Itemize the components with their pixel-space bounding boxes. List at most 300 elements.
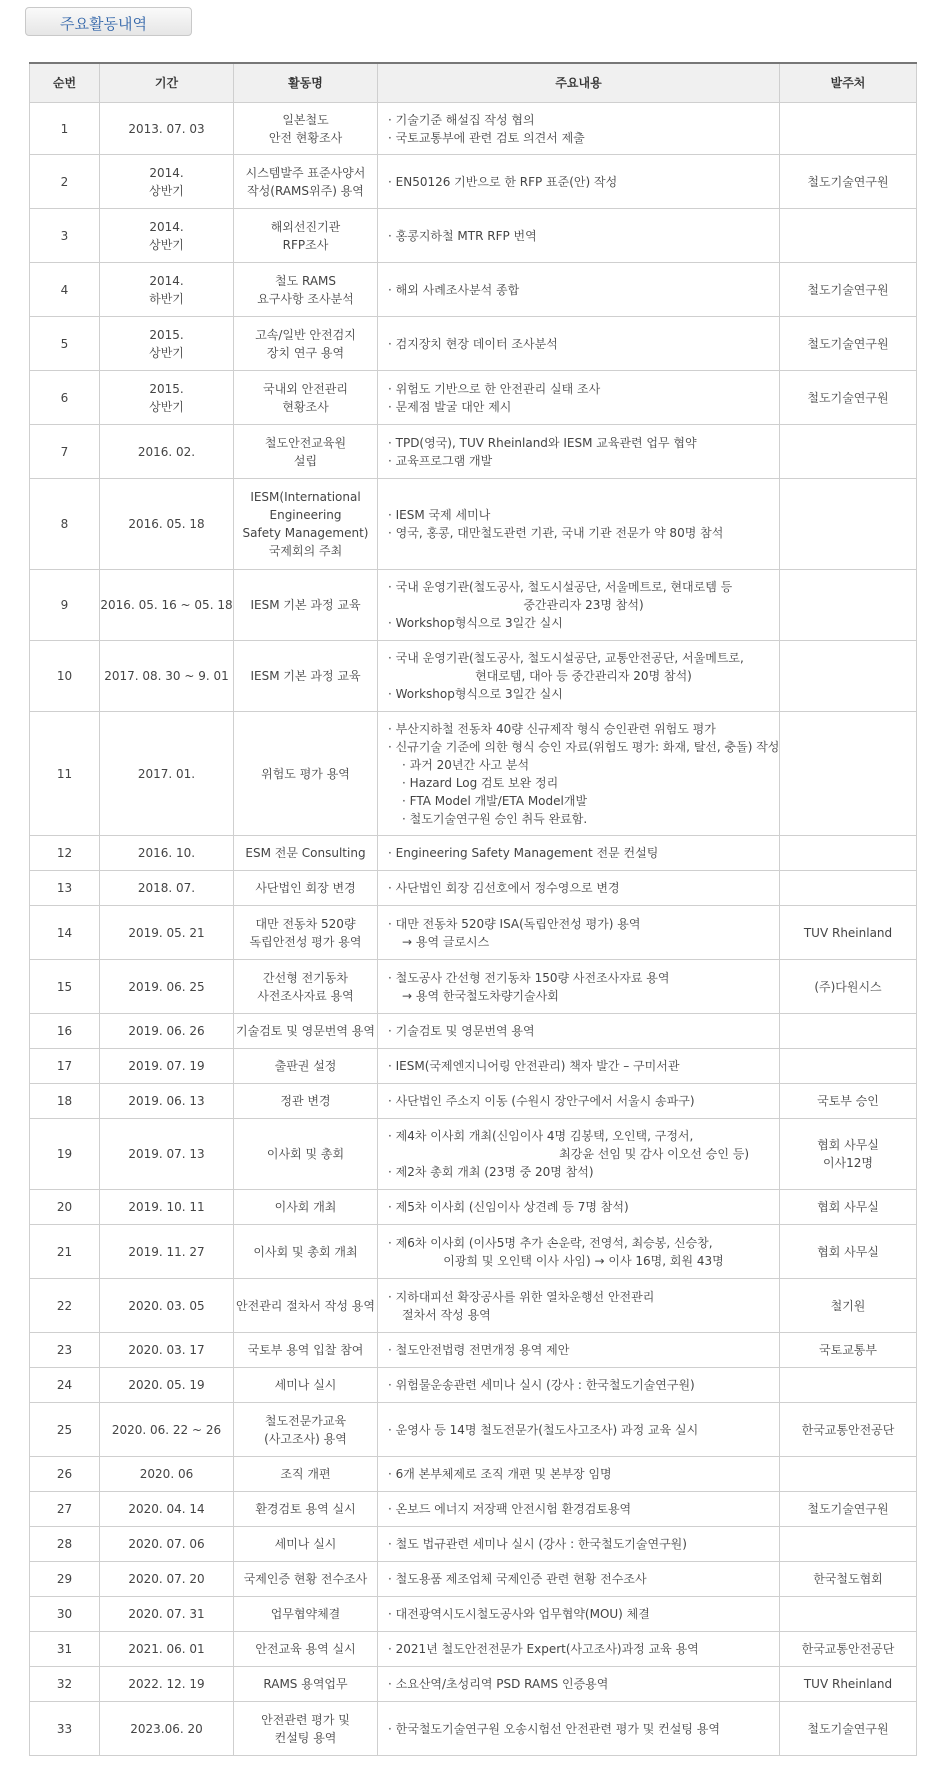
cell-activity-line: 해외선진기관 bbox=[270, 219, 341, 234]
cell-content-line: 중간관리자 23명 참석) bbox=[523, 598, 644, 612]
cell-period-line: 2019. 06. 25 bbox=[128, 979, 205, 994]
cell-client bbox=[780, 1225, 917, 1279]
cell-activity-line: 세미나 실시 bbox=[274, 1537, 337, 1551]
cell-period-line: 2013. 07. 03 bbox=[128, 121, 205, 136]
cell-period bbox=[100, 960, 234, 1014]
cell-client bbox=[780, 1049, 917, 1084]
cell-activity-line: Engineering bbox=[269, 508, 342, 522]
cell-period bbox=[100, 1225, 234, 1279]
cell-content bbox=[378, 1667, 780, 1702]
cell-content bbox=[378, 871, 780, 906]
cell-activity-line: Safety Management) bbox=[242, 526, 369, 540]
cell-client bbox=[780, 1702, 917, 1756]
cell-period bbox=[100, 103, 234, 155]
cell-period-line: 2016. 02. bbox=[137, 444, 196, 459]
cell-period-line: 상반기 bbox=[149, 237, 184, 252]
cell-client bbox=[780, 836, 917, 871]
cell-period-line: 2019. 10. 11 bbox=[128, 1200, 205, 1214]
cell-content bbox=[378, 1632, 780, 1667]
cell-period bbox=[100, 570, 234, 641]
cell-period-line: 2020. 07. 06 bbox=[128, 1537, 205, 1551]
cell-activity-line: 국제회의 주최 bbox=[268, 544, 343, 558]
cell-content bbox=[378, 1403, 780, 1457]
cell-period-line: 2018. 07. bbox=[137, 881, 196, 895]
cell-no: 10 bbox=[30, 641, 100, 712]
cell-content bbox=[378, 1333, 780, 1368]
cell-activity-line: 작성(RAMS위주) 용역 bbox=[247, 183, 364, 198]
cell-period bbox=[100, 1597, 234, 1632]
cell-activity-line: 이사회 개최 bbox=[274, 1200, 337, 1214]
cell-content-line: · 사단법인 주소지 이동 (수원시 장안구에서 서울시 송파구) bbox=[388, 1094, 695, 1108]
cell-activity-line: 사단법인 회장 변경 bbox=[255, 881, 356, 895]
cell-content bbox=[378, 1368, 780, 1403]
cell-activity-line: 이사회 및 총회 bbox=[266, 1147, 345, 1161]
cell-period-line: 2019. 07. 13 bbox=[128, 1147, 205, 1161]
cell-content bbox=[378, 1225, 780, 1279]
cell-period-line: 2016. 05. 16 ~ 05. 18 bbox=[100, 598, 233, 612]
cell-client-line: 국토부 승인 bbox=[817, 1094, 879, 1108]
cell-activity bbox=[234, 1119, 378, 1190]
table-row bbox=[30, 1049, 917, 1084]
cell-activity-line: 철도안전교육원 bbox=[264, 435, 347, 450]
table-row bbox=[30, 641, 917, 712]
cell-period-line: 2020. 05. 19 bbox=[128, 1378, 205, 1392]
cell-content-line: · 기술검토 및 영문번역 용역 bbox=[388, 1024, 535, 1038]
cell-period bbox=[100, 836, 234, 871]
table-row bbox=[30, 906, 917, 960]
cell-period-line: 하반기 bbox=[149, 291, 184, 306]
cell-client bbox=[780, 155, 917, 209]
cell-period bbox=[100, 1049, 234, 1084]
table-row bbox=[30, 1279, 917, 1333]
cell-client bbox=[780, 712, 917, 836]
cell-activity-line: 국내외 안전관리 bbox=[263, 381, 348, 396]
cell-client-line: 이사12명 bbox=[822, 1156, 874, 1170]
table-row bbox=[30, 1333, 917, 1368]
cell-activity-line: 설립 bbox=[293, 453, 318, 468]
cell-period bbox=[100, 317, 234, 371]
cell-content-line: 절차서 작성 용역 bbox=[402, 1307, 491, 1322]
cell-activity bbox=[234, 570, 378, 641]
cell-period-line: 2019. 05. 21 bbox=[128, 925, 205, 940]
cell-activity bbox=[234, 425, 378, 479]
cell-period bbox=[100, 1333, 234, 1368]
cell-client bbox=[780, 263, 917, 317]
table-row bbox=[30, 1119, 917, 1190]
cell-no: 15 bbox=[30, 960, 100, 1014]
cell-content-line: · IESM 국제 세미나 bbox=[388, 508, 491, 522]
cell-activity-line: 위험도 평가 용역 bbox=[261, 766, 350, 781]
cell-content-line: · 지하대피선 확장공사를 위한 열차운행선 안전관리 bbox=[388, 1289, 655, 1304]
cell-period bbox=[100, 1368, 234, 1403]
cell-activity-line: 컨설팅 용역 bbox=[274, 1730, 337, 1745]
cell-client bbox=[780, 209, 917, 263]
table-row bbox=[30, 1403, 917, 1457]
cell-content bbox=[378, 1014, 780, 1049]
cell-content-line: · 소요산역/초성리역 PSD RAMS 인증용역 bbox=[388, 1677, 609, 1691]
cell-period-line: 상반기 bbox=[149, 183, 184, 198]
cell-no: 16 bbox=[30, 1014, 100, 1049]
cell-client bbox=[780, 1492, 917, 1527]
cell-period-line: 2019. 11. 27 bbox=[128, 1244, 205, 1259]
cell-period bbox=[100, 1457, 234, 1492]
table-row bbox=[30, 1014, 917, 1049]
cell-activity bbox=[234, 1492, 378, 1527]
cell-content bbox=[378, 425, 780, 479]
table-row bbox=[30, 871, 917, 906]
cell-content-line: · Hazard Log 검토 보완 정리 bbox=[402, 775, 559, 790]
table-row bbox=[30, 1702, 917, 1756]
cell-content bbox=[378, 1279, 780, 1333]
cell-client bbox=[780, 570, 917, 641]
cell-period bbox=[100, 1084, 234, 1119]
cell-content bbox=[378, 960, 780, 1014]
cell-activity bbox=[234, 906, 378, 960]
cell-period bbox=[100, 479, 234, 570]
table-row bbox=[30, 712, 917, 836]
cell-activity bbox=[234, 317, 378, 371]
cell-content bbox=[378, 1562, 780, 1597]
cell-content-line: · 영국, 홍콩, 대만철도관련 기관, 국내 기관 전문가 약 80명 참석 bbox=[388, 526, 724, 540]
table-row bbox=[30, 263, 917, 317]
cell-activity bbox=[234, 479, 378, 570]
cell-content-line: · 문제점 발굴 대안 제시 bbox=[388, 399, 512, 414]
cell-no: 1 bbox=[30, 103, 100, 155]
cell-client-line: 국토교통부 bbox=[819, 1343, 877, 1357]
cell-activity-line: 안전관련 평가 및 bbox=[261, 1712, 350, 1727]
cell-content-line: · 운영사 등 14명 철도전문가(철도사고조사) 과정 교육 실시 bbox=[388, 1422, 699, 1437]
cell-period bbox=[100, 1403, 234, 1457]
cell-period-line: 2016. 10. bbox=[137, 846, 196, 860]
cell-activity-line: 안전 현황조사 bbox=[268, 130, 343, 145]
cell-client bbox=[780, 960, 917, 1014]
cell-period bbox=[100, 1667, 234, 1702]
cell-content bbox=[378, 317, 780, 371]
table-row bbox=[30, 103, 917, 155]
cell-content-line: · 철도기술연구원 승인 취득 완료함. bbox=[402, 811, 588, 826]
cell-no: 19 bbox=[30, 1119, 100, 1190]
cell-period-line: 2019. 07. 19 bbox=[128, 1059, 205, 1073]
cell-no: 12 bbox=[30, 836, 100, 871]
cell-content bbox=[378, 1492, 780, 1527]
cell-content-line: · 한국철도기술연구원 오송시험선 안전관련 평가 및 컨설팅 용역 bbox=[388, 1721, 720, 1736]
cell-no: 7 bbox=[30, 425, 100, 479]
table-row bbox=[30, 1492, 917, 1527]
cell-client-line: 철도기술연구원 bbox=[807, 1721, 889, 1736]
cell-content-line: · TPD(영국), TUV Rheinland와 IESM 교육관련 업무 협약 bbox=[388, 435, 697, 450]
cell-activity-line: 시스템발주 표준사양서 bbox=[245, 165, 366, 180]
cell-activity-line: 현황조사 bbox=[282, 399, 329, 414]
cell-content bbox=[378, 1190, 780, 1225]
cell-activity-line: 대만 전동차 520량 bbox=[255, 916, 356, 931]
cell-activity-line: ESM 전문 Consulting bbox=[245, 846, 366, 860]
table-row bbox=[30, 1190, 917, 1225]
cell-content bbox=[378, 103, 780, 155]
cell-content bbox=[378, 1084, 780, 1119]
header-activity: 활동명 bbox=[234, 63, 378, 103]
cell-activity bbox=[234, 1084, 378, 1119]
cell-period-line: 2015. bbox=[149, 327, 184, 342]
cell-content-line: · 위험도 기반으로 한 안전관리 실태 조사 bbox=[388, 381, 601, 396]
cell-content-line: · FTA Model 개발/ETA Model개발 bbox=[402, 793, 588, 808]
cell-no: 27 bbox=[30, 1492, 100, 1527]
cell-content-line: · 교육프로그램 개발 bbox=[388, 453, 493, 468]
table-row bbox=[30, 960, 917, 1014]
cell-activity-line: RFP조사 bbox=[282, 237, 329, 252]
cell-activity-line: 철도전문가교육 bbox=[264, 1413, 347, 1428]
cell-content-line: · 제5차 이사회 (신임이사 상견례 등 7명 참석) bbox=[388, 1200, 629, 1214]
cell-content-line: · 6개 본부체제로 조직 개편 및 본부장 임명 bbox=[388, 1467, 612, 1481]
header-no: 순번 bbox=[30, 63, 100, 103]
cell-activity bbox=[234, 1702, 378, 1756]
cell-activity bbox=[234, 1049, 378, 1084]
cell-client bbox=[780, 871, 917, 906]
cell-client-line: 철도기술연구원 bbox=[807, 1502, 889, 1516]
cell-period bbox=[100, 712, 234, 836]
cell-no: 26 bbox=[30, 1457, 100, 1492]
cell-no: 24 bbox=[30, 1368, 100, 1403]
cell-content-line: · Workshop형식으로 3일간 실시 bbox=[388, 687, 563, 701]
cell-activity bbox=[234, 1225, 378, 1279]
cell-activity-line: 세미나 실시 bbox=[274, 1378, 337, 1392]
table-row bbox=[30, 836, 917, 871]
cell-client-line: 철도기술연구원 bbox=[807, 336, 889, 351]
cell-period-line: 2017. 08. 30 ~ 9. 01 bbox=[104, 669, 229, 683]
table-row bbox=[30, 570, 917, 641]
cell-activity-line: (사고조사) 용역 bbox=[264, 1431, 347, 1446]
cell-content-line: · 철도안전법령 전면개정 용역 제안 bbox=[388, 1343, 570, 1357]
cell-period bbox=[100, 1119, 234, 1190]
table-row bbox=[30, 1527, 917, 1562]
cell-period-line: 2020. 04. 14 bbox=[128, 1502, 205, 1516]
cell-content-line: · 국내 운영기관(철도공사, 철도시설공단, 서울메트로, 현대로템 등 bbox=[388, 580, 733, 594]
cell-period bbox=[100, 209, 234, 263]
cell-period-line: 2020. 06 bbox=[139, 1467, 194, 1481]
cell-content bbox=[378, 1597, 780, 1632]
cell-no: 32 bbox=[30, 1667, 100, 1702]
cell-activity-line: 장치 연구 용역 bbox=[266, 345, 345, 360]
cell-period-line: 2020. 07. 31 bbox=[128, 1607, 205, 1621]
table-row bbox=[30, 1225, 917, 1279]
cell-activity-line: 일본철도 bbox=[282, 112, 329, 127]
cell-content-line: · 부산지하철 전동차 40량 신규제작 형식 승인관련 위험도 평가 bbox=[388, 721, 716, 736]
cell-period-line: 2014. bbox=[149, 165, 184, 180]
cell-content-line: 이광희 및 오인택 이사 사임) → 이사 16명, 회원 43명 bbox=[443, 1253, 724, 1268]
cell-content bbox=[378, 155, 780, 209]
cell-client bbox=[780, 1667, 917, 1702]
cell-client bbox=[780, 1279, 917, 1333]
cell-activity bbox=[234, 871, 378, 906]
cell-period bbox=[100, 906, 234, 960]
cell-content bbox=[378, 209, 780, 263]
cell-activity bbox=[234, 1014, 378, 1049]
cell-client-line: 협회 사무실 bbox=[817, 1200, 879, 1214]
cell-activity-line: 안전관리 절차서 작성 용역 bbox=[236, 1298, 375, 1313]
table-row bbox=[30, 1562, 917, 1597]
cell-period-line: 상반기 bbox=[149, 345, 184, 360]
cell-content-line: 최강윤 선임 및 감사 이오선 승인 등) bbox=[559, 1147, 749, 1161]
cell-period-line: 2021. 06. 01 bbox=[128, 1642, 205, 1656]
cell-client bbox=[780, 1632, 917, 1667]
cell-no: 2 bbox=[30, 155, 100, 209]
cell-client-line: 한국교통안전공단 bbox=[801, 1422, 895, 1437]
cell-client bbox=[780, 1014, 917, 1049]
cell-content-line: · 과거 20년간 사고 분석 bbox=[402, 757, 530, 772]
cell-content bbox=[378, 1457, 780, 1492]
cell-client bbox=[780, 1084, 917, 1119]
cell-client bbox=[780, 1368, 917, 1403]
table-row bbox=[30, 1368, 917, 1403]
cell-activity-line: 국토부 용역 입찰 참여 bbox=[247, 1343, 364, 1357]
cell-content-line: → 용역 한국철도차량기술사회 bbox=[402, 988, 559, 1003]
cell-period-line: 2015. bbox=[149, 381, 184, 396]
cell-activity bbox=[234, 1457, 378, 1492]
cell-content-line: · 철도용품 제조업체 국제인증 관련 현황 전수조사 bbox=[388, 1572, 647, 1586]
cell-no: 5 bbox=[30, 317, 100, 371]
table-row bbox=[30, 1667, 917, 1702]
cell-content-line: · 신규기술 기준에 의한 형식 승인 자료(위험도 평가: 화재, 탈선, 충돌) 작성 bbox=[388, 739, 780, 754]
activity-table bbox=[29, 62, 917, 1756]
cell-period bbox=[100, 1562, 234, 1597]
header-content: 주요내용 bbox=[378, 63, 780, 103]
table-row bbox=[30, 425, 917, 479]
cell-content-line: · 제2차 총회 개최 (23명 중 20명 참석) bbox=[388, 1165, 594, 1179]
cell-activity-line: 사전조사자료 용역 bbox=[257, 988, 354, 1003]
table-row bbox=[30, 1084, 917, 1119]
cell-activity bbox=[234, 960, 378, 1014]
cell-period bbox=[100, 371, 234, 425]
cell-content-line: · 홍콩지하철 MTR RFP 번역 bbox=[388, 228, 537, 243]
cell-content-line: · 기술기준 해설집 작성 협의 bbox=[388, 112, 535, 127]
cell-period bbox=[100, 1014, 234, 1049]
cell-content-line: · 제6차 이사회 (이사5명 추가 손운락, 전영석, 최승봉, 신승창, bbox=[388, 1235, 713, 1250]
cell-period bbox=[100, 1279, 234, 1333]
cell-period-line: 2020. 03. 05 bbox=[128, 1298, 205, 1313]
cell-content-line: · 온보드 에너지 저장팩 안전시험 환경검토용역 bbox=[388, 1502, 632, 1516]
table-row bbox=[30, 155, 917, 209]
cell-client-line: 협회 사무실 bbox=[817, 1138, 879, 1152]
cell-activity bbox=[234, 641, 378, 712]
cell-content-line: · Workshop형식으로 3일간 실시 bbox=[388, 616, 563, 630]
cell-no: 23 bbox=[30, 1333, 100, 1368]
cell-client-line: 철기원 bbox=[830, 1298, 866, 1313]
cell-period-line: 2014. bbox=[149, 273, 184, 288]
cell-activity-line: 고속/일반 안전검지 bbox=[255, 327, 356, 342]
cell-client-line: 철도기술연구원 bbox=[807, 282, 889, 297]
cell-content-line: · 해외 사례조사분석 종합 bbox=[388, 282, 520, 297]
cell-client bbox=[780, 1457, 917, 1492]
cell-content-line: · 검지장치 현장 데이터 조사분석 bbox=[388, 336, 558, 351]
cell-activity-line: 간선형 전기동차 bbox=[263, 970, 348, 985]
cell-activity-line: 기술검토 및 영문번역 용역 bbox=[236, 1024, 375, 1038]
cell-period-line: 2020. 07. 20 bbox=[128, 1572, 205, 1586]
cell-activity bbox=[234, 1368, 378, 1403]
cell-no: 3 bbox=[30, 209, 100, 263]
cell-period-line: 2017. 01. bbox=[137, 766, 196, 781]
cell-period bbox=[100, 1190, 234, 1225]
cell-activity bbox=[234, 1667, 378, 1702]
cell-content-line: · 철도공사 간선형 전기동차 150량 사전조사자료 용역 bbox=[388, 970, 670, 985]
cell-content-line: · 2021년 철도안전전문가 Expert(사고조사)과정 교육 용역 bbox=[388, 1642, 699, 1656]
cell-period bbox=[100, 155, 234, 209]
cell-client bbox=[780, 906, 917, 960]
table-header-row bbox=[30, 63, 917, 103]
cell-no: 11 bbox=[30, 712, 100, 836]
cell-activity-line: 업무협약체결 bbox=[270, 1607, 341, 1621]
cell-activity bbox=[234, 1597, 378, 1632]
section-tab[interactable] bbox=[25, 7, 192, 36]
cell-no: 31 bbox=[30, 1632, 100, 1667]
cell-activity bbox=[234, 1333, 378, 1368]
table-row bbox=[30, 1597, 917, 1632]
cell-activity bbox=[234, 1527, 378, 1562]
cell-activity bbox=[234, 209, 378, 263]
cell-content bbox=[378, 479, 780, 570]
cell-content-line: · Engineering Safety Management 전문 컨설팅 bbox=[388, 846, 659, 860]
cell-period bbox=[100, 1702, 234, 1756]
cell-client bbox=[780, 371, 917, 425]
cell-activity-line: 정관 변경 bbox=[280, 1094, 331, 1108]
cell-activity-line: 이사회 및 총회 개최 bbox=[253, 1244, 358, 1259]
cell-activity bbox=[234, 371, 378, 425]
cell-content bbox=[378, 712, 780, 836]
cell-content bbox=[378, 641, 780, 712]
cell-no: 4 bbox=[30, 263, 100, 317]
cell-no: 21 bbox=[30, 1225, 100, 1279]
cell-content-line: · EN50126 기반으로 한 RFP 표준(안) 작성 bbox=[388, 174, 618, 189]
cell-period-line: 2016. 05. 18 bbox=[128, 517, 205, 531]
cell-content bbox=[378, 1527, 780, 1562]
cell-period bbox=[100, 1527, 234, 1562]
cell-activity-line: 환경검토 용역 실시 bbox=[255, 1502, 356, 1516]
cell-period-line: 2023.06. 20 bbox=[130, 1721, 203, 1736]
cell-no: 33 bbox=[30, 1702, 100, 1756]
cell-client bbox=[780, 479, 917, 570]
cell-content bbox=[378, 1702, 780, 1756]
cell-no: 22 bbox=[30, 1279, 100, 1333]
cell-client bbox=[780, 641, 917, 712]
cell-content bbox=[378, 836, 780, 871]
table-row bbox=[30, 371, 917, 425]
cell-content-line: · 국토교통부에 관련 검토 의견서 제출 bbox=[388, 130, 585, 145]
table-row bbox=[30, 479, 917, 570]
cell-content bbox=[378, 371, 780, 425]
cell-content-line: · IESM(국제엔지니어링 안전관리) 책자 발간 – 구미서관 bbox=[388, 1059, 680, 1073]
table-row bbox=[30, 317, 917, 371]
cell-no: 20 bbox=[30, 1190, 100, 1225]
cell-activity bbox=[234, 103, 378, 155]
cell-activity-line: 출판권 설정 bbox=[274, 1059, 337, 1073]
cell-client-line: 철도기술연구원 bbox=[807, 174, 889, 189]
cell-content-line: · 위험물운송관련 세미나 실시 (강사 : 한국철도기술연구원) bbox=[388, 1378, 695, 1392]
cell-activity bbox=[234, 1190, 378, 1225]
cell-client bbox=[780, 317, 917, 371]
cell-period bbox=[100, 263, 234, 317]
cell-activity bbox=[234, 1632, 378, 1667]
cell-activity-line: 철도 RAMS bbox=[274, 273, 337, 288]
cell-client bbox=[780, 103, 917, 155]
cell-activity-line: RAMS 용역업무 bbox=[263, 1677, 348, 1691]
cell-activity-line: 안전교육 용역 실시 bbox=[255, 1642, 356, 1656]
cell-activity bbox=[234, 1403, 378, 1457]
cell-period bbox=[100, 1492, 234, 1527]
table-row bbox=[30, 1632, 917, 1667]
cell-content-line: · 대전광역시도시철도공사와 업무협약(MOU) 체결 bbox=[388, 1607, 650, 1621]
cell-period-line: 상반기 bbox=[149, 399, 184, 414]
cell-client-line: TUV Rheinland bbox=[803, 925, 893, 940]
cell-content bbox=[378, 570, 780, 641]
cell-client bbox=[780, 1597, 917, 1632]
